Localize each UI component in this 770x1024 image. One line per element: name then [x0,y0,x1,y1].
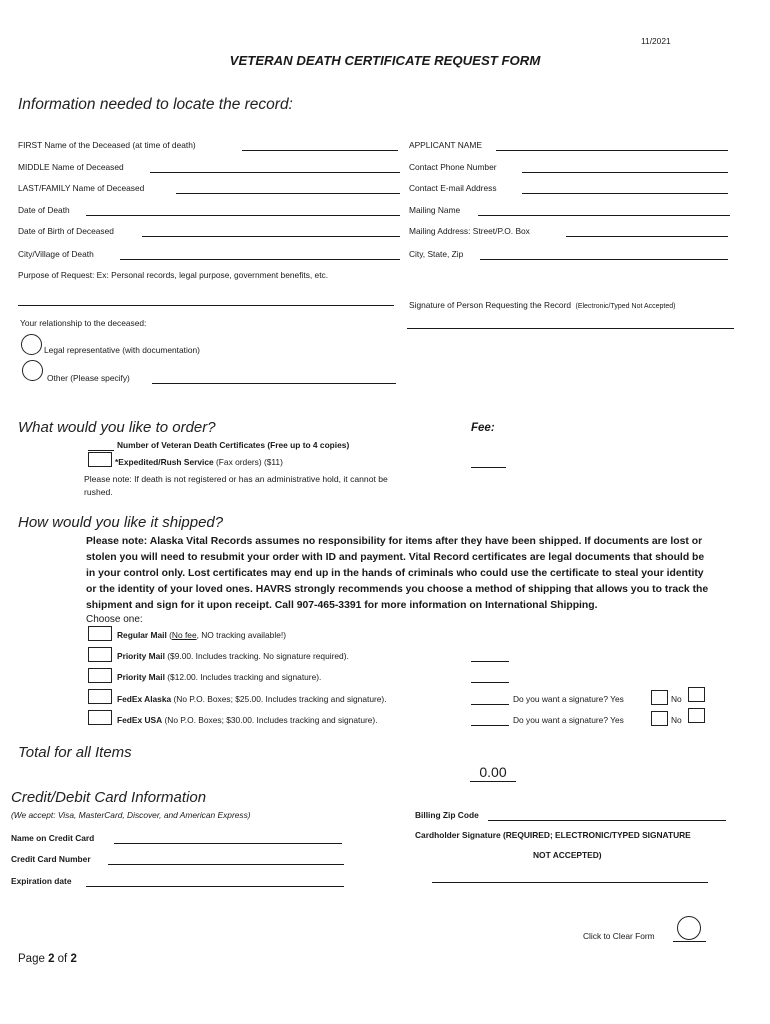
choose-one-label: Choose one: [86,614,143,625]
other-relationship-label: Other (Please specify) [47,373,130,383]
option-detail-pre: ( [169,630,172,640]
input-line[interactable] [86,886,344,887]
priority-mail-9-fee-line[interactable] [471,661,509,662]
field-label: Expiration date [11,876,72,886]
input-line[interactable] [108,864,344,865]
fedex-usa-no-label: No [671,715,682,725]
priority-mail-12-option [117,672,321,682]
total-value[interactable]: 0.00 [470,764,516,782]
option-detail: ($12.00. Includes tracking and signature). [167,672,322,682]
shipping-notice-line: or the identity of your loved ones. HAVRS strongly recommends you choose a method of shipping that allows you to track the [86,584,709,595]
cardholder-signature-line[interactable] [432,882,708,883]
shipping-heading: How would you like it shipped? [18,514,224,531]
fee-heading: Fee: [471,422,495,434]
card-accept-note: (We accept: Visa, MasterCard, Discover, and American Express) [11,810,251,820]
priority-mail-9-checkbox[interactable] [88,647,112,662]
cardholder-signature-note: NOT ACCEPTED) [533,850,602,860]
requester-signature-label [409,295,675,313]
fedex-usa-signature-question: Do you want a signature? Yes [513,715,624,725]
input-line[interactable] [150,172,400,173]
field-label: City/Village of Death [18,249,94,259]
field-label: APPLICANT NAME [409,140,482,150]
rush-note [84,473,388,499]
field-label: Mailing Name [409,205,461,215]
fedex-usa-checkbox[interactable] [88,710,112,725]
legal-representative-radio[interactable] [21,334,42,355]
signature-note: (Electronic/Typed Not Accepted) [575,303,676,310]
option-detail: ($9.00. Includes tracking. No signature required). [167,651,349,661]
input-line[interactable] [242,150,398,151]
option-name: Priority Mail [117,651,165,661]
field-label: Name on Credit Card [11,833,95,843]
option-detail: (No P.O. Boxes; $25.00. Includes tracking and signature). [173,694,387,704]
fedex-usa-signature-no-checkbox[interactable] [688,708,705,723]
field-label: Billing Zip Code [415,810,479,820]
clear-form-underline [673,941,706,942]
input-line[interactable] [114,843,342,844]
priority-mail-9-option [117,651,349,661]
shipping-notice-line: stolen you will need to resubmit your order with ID and payment. Vital Record certificates are legal documents that should be [86,552,705,563]
purpose-label: Purpose of Request: Ex: Personal records, legal purpose, government benefits, etc. [18,270,329,280]
option-detail: (No P.O. Boxes; $30.00. Includes tracking and signature). [164,715,378,725]
page-total: 2 [70,953,77,965]
total-heading: Total for all Items [18,744,132,761]
fedex-usa-option [117,715,378,725]
page-indicator [18,953,77,965]
copies-count-input[interactable] [88,450,114,451]
fedex-alaska-no-label: No [671,694,682,704]
rush-note-line: Please note: If death is not registered or has an administrative hold, it cannot be [84,474,388,484]
shipping-notice [86,534,708,614]
field-label: Contact Phone Number [409,162,497,172]
option-name: FedEx USA [117,715,163,725]
fedex-alaska-signature-question: Do you want a signature? Yes [513,694,624,704]
other-relationship-radio[interactable] [22,360,43,381]
field-label: MIDDLE Name of Deceased [18,162,124,172]
field-label: FIRST Name of the Deceased (at time of death) [18,140,196,150]
input-line[interactable] [522,193,728,194]
shipping-notice-line: in your control only. Lost certificates may end up in the hands of criminals who could use the certificate to steal your identity [86,568,704,579]
expedited-label: *Expedited/Rush Service [115,457,214,467]
regular-mail-option [117,630,286,640]
clear-form-label: Click to Clear Form [583,931,655,941]
input-line[interactable] [522,172,728,173]
fedex-alaska-checkbox[interactable] [88,689,112,704]
shipping-notice-line: shipment and sign for it upon receipt. Call 907-465-3391 for more information on International Shipping. [86,600,598,611]
option-name: FedEx Alaska [117,694,172,704]
expedited-service [115,457,283,467]
option-detail-post: , NO tracking available!) [196,630,286,640]
input-line[interactable] [478,215,730,216]
regular-mail-checkbox[interactable] [88,626,112,641]
field-label: Mailing Address: Street/P.O. Box [409,226,530,236]
fedex-alaska-option [117,694,387,704]
shipping-notice-line: Please note: Alaska Vital Records assumes no responsibility for items after they have been shipped. If documents are lost or [86,536,703,547]
field-label: City, State, Zip [409,249,464,259]
option-name: Priority Mail [117,672,165,682]
expedited-fee-line[interactable] [471,467,506,468]
input-line[interactable] [120,259,400,260]
copies-label: Number of Veteran Death Certificates (Free up to 4 copies) [117,440,350,450]
field-label: Contact E-mail Address [409,183,497,193]
input-line[interactable] [176,193,400,194]
field-label: Credit Card Number [11,854,91,864]
fedex-usa-signature-yes-checkbox[interactable] [651,711,668,726]
fedex-alaska-fee-line[interactable] [471,704,509,705]
page-prefix: Page [18,953,49,965]
input-line[interactable] [142,236,400,237]
signature-label-text: Signature of Person Requesting the Record [409,300,572,310]
page-of: of [54,953,71,965]
rush-note-line: rushed. [84,487,113,497]
fedex-alaska-signature-yes-checkbox[interactable] [651,690,668,705]
card-heading: Credit/Debit Card Information [11,789,207,806]
clear-form-button[interactable] [677,916,701,940]
option-name: Regular Mail [117,630,167,640]
requester-signature-line[interactable] [407,328,734,329]
expedited-checkbox[interactable] [88,452,112,467]
input-line[interactable] [480,259,728,260]
fedex-usa-fee-line[interactable] [471,725,509,726]
input-line[interactable] [496,150,728,151]
page-number: 2 [48,953,55,965]
locate-heading: Information needed to locate the record: [18,96,293,113]
expedited-detail: (Fax orders) ($11) [216,457,283,467]
cardholder-signature-label: Cardholder Signature (REQUIRED; ELECTRONIC/TYPED SIGNATURE [415,830,691,840]
input-line[interactable] [488,820,726,821]
fedex-alaska-signature-no-checkbox[interactable] [688,687,705,702]
order-heading: What would you like to order? [18,419,216,436]
field-label: LAST/FAMILY Name of Deceased [18,183,145,193]
form-title: VETERAN DEATH CERTIFICATE REQUEST FORM [229,53,541,68]
input-line[interactable] [566,236,728,237]
purpose-input-line[interactable] [18,305,394,306]
other-relationship-input-line[interactable] [152,383,396,384]
relationship-label: Your relationship to the deceased: [20,318,147,328]
priority-mail-12-fee-line[interactable] [471,682,509,683]
field-label: Date of Birth of Deceased [18,226,114,236]
form-date: 11/2021 [641,36,671,46]
option-detail-no-fee: No fee [171,630,197,640]
input-line[interactable] [86,215,400,216]
field-label: Date of Death [18,205,70,215]
legal-representative-label: Legal representative (with documentation) [44,345,200,355]
priority-mail-12-checkbox[interactable] [88,668,112,683]
